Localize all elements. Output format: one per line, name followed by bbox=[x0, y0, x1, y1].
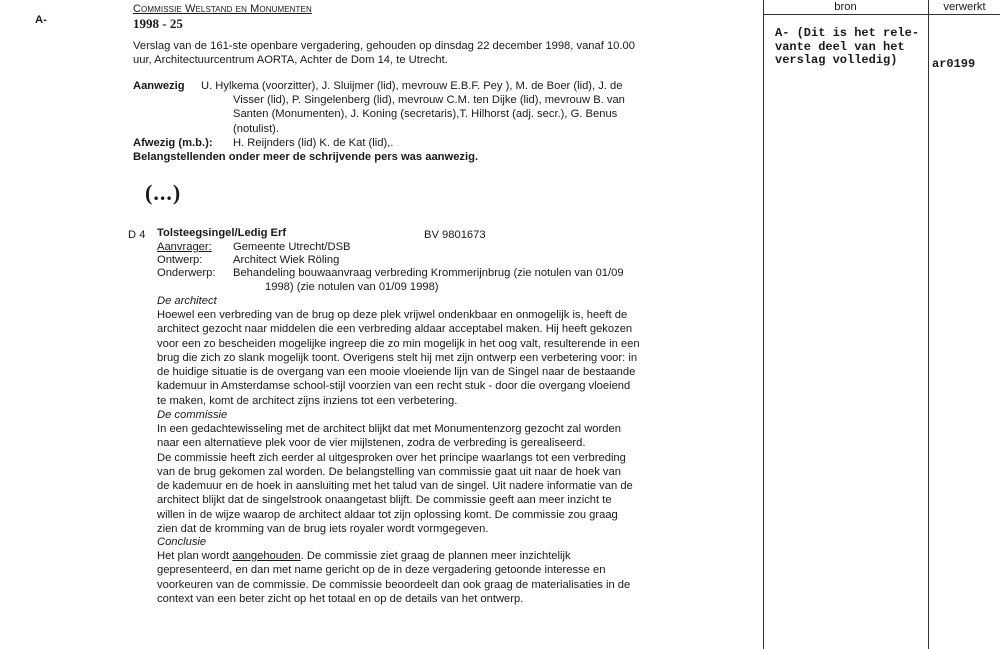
architect-line: Hoewel een verbreding van de brug op deze plek vrijwel ondenkbaar en onmogelijk is, heeft de bbox=[157, 309, 628, 321]
bron-line: A- (Dit is het rele- bbox=[775, 26, 920, 40]
verwerkt-code: ar0199 bbox=[932, 57, 976, 71]
report-intro bbox=[133, 39, 635, 68]
bron-note bbox=[775, 27, 919, 68]
bv-number: BV 9801673 bbox=[424, 229, 486, 241]
conclusion-line: voorkeuren van de commissie. De commissie beoordeelt dan ook graag de materialisaties in de bbox=[157, 578, 631, 591]
column-header-rule bbox=[763, 14, 1000, 15]
ellipsis-mark: (...) bbox=[145, 180, 182, 205]
architect-line: brug die zich zo slank mogelijk toont. Overigens stelt hij met zijn ontwerp een verbetering voor: in bbox=[157, 351, 638, 364]
conclusion-suffix: . De commissie ziet graag de plannen meer inzichtelijk bbox=[300, 550, 571, 562]
interested-line bbox=[133, 150, 478, 164]
conclusion-paragraph bbox=[157, 549, 630, 606]
architect-heading: De architect bbox=[157, 295, 217, 307]
present-line: Santen (Monumenten), J. Koning (secretaris),T. Hilhorst (adj. secr.), G. Benus bbox=[233, 108, 618, 121]
commission-line: naar een alternatieve plek voor de vier mijlstenen, zodra de verbreding is gerealiseerd. bbox=[157, 437, 586, 450]
architect-line: kademuur in Amsterdamse school-stijl voorzien van een recht stuk - door die overgang vloeiend bbox=[157, 380, 631, 393]
commission-heading: De commissie bbox=[157, 409, 228, 421]
commission-line: De commissie heeft zich eerder al uitgesproken over het principe waarlangs tot een verbreding bbox=[157, 451, 626, 464]
applicant-value: Gemeente Utrecht/DSB bbox=[233, 241, 351, 253]
present-label: Aanwezig bbox=[133, 80, 185, 92]
commission-title: Commissie Welstand en Monumenten bbox=[133, 3, 312, 15]
conclusion-heading: Conclusie bbox=[157, 536, 207, 548]
applicant-label: Aanvrager: bbox=[157, 241, 212, 253]
item-title: Tolsteegsingel/Ledig Erf bbox=[157, 227, 287, 239]
bron-line: vante deel van het bbox=[775, 39, 905, 54]
architect-line: architect gezocht naar middelen die een verbreding aldaar acceptabel maken. Hij heeft gekozen bbox=[157, 323, 633, 336]
commission-line: de kademuur en de hoek in aansluiting met het talud van de singel. Uit nadere informatie van de bbox=[157, 480, 633, 493]
subject-line: Behandeling bouwaanvraag verbreding Krommerijnbrug (zie notulen van 01/09 bbox=[233, 267, 624, 279]
report-line: uur, Architectuurcentrum AORTA, Achter de Dom 14, te Utrecht. bbox=[133, 54, 448, 67]
conclusion-decision: aangehouden bbox=[232, 550, 301, 562]
commission-line: zien dat de kromming van de brug iets royaler wordt vormgegeven. bbox=[157, 523, 489, 536]
present-list bbox=[201, 79, 623, 93]
bron-line: verslag volledig) bbox=[775, 53, 898, 67]
column-header-bron: bron bbox=[834, 1, 857, 13]
present-line: Visser (lid), P. Singelenberg (lid), mevrouw C.M. ten Dijke (lid), mevrouw B. van bbox=[233, 94, 625, 106]
column-divider-right bbox=[928, 0, 929, 649]
subject-line: 1998) (zie notulen van 01/09 1998) bbox=[265, 281, 439, 294]
report-line: Verslag van de 161-ste openbare vergadering, gehouden op dinsdag 22 december 1998, vanaf 10.00 bbox=[133, 40, 635, 52]
conclusion-line: context van een beter zicht op het totaal en op de details van het ontwerp. bbox=[157, 592, 524, 605]
conclusion-prefix: Het plan wordt bbox=[157, 550, 233, 562]
report-number: 1998 - 25 bbox=[133, 16, 183, 31]
conclusion-first-line bbox=[157, 549, 630, 563]
item-code: D 4 bbox=[128, 229, 146, 241]
absent-label: Afwezig (m.b.): bbox=[133, 137, 213, 149]
architect-line: de huidige situatie is de overgang van een mooie vloeiende lijn van de Singel naar de bestaande bbox=[157, 366, 636, 379]
commission-line: architect blijkt dat de singelstrook onaangetast blijft. De commissie geeft aan meer inzicht te bbox=[157, 494, 612, 507]
present-line: U. Hylkema (voorzitter), J. Sluijmer (lid), mevrouw E.B.F. Pey ), M. de Boer (lid), J. de bbox=[201, 80, 623, 92]
design-value: Architect Wiek Röling bbox=[233, 254, 340, 266]
commission-paragraph bbox=[157, 422, 633, 536]
architect-line: te maken, komt de architect zijns inziens tot een verbetering. bbox=[157, 394, 458, 407]
commission-line: van de brug gekomen zal worden. De belangstelling van commissie gaat uit naar de hoek van bbox=[157, 465, 621, 478]
present-list-cont bbox=[233, 93, 625, 136]
architect-line: voor een zo bescheiden mogelijke ingreep die zo min mogelijk in het oog valt, resulterende in een bbox=[157, 337, 640, 350]
commission-line: willen in de wijze waarop de architect aldaar tot zijn oplossing komt. De commissie zou graag bbox=[157, 508, 618, 521]
commission-line: In een gedachtewisseling met de architect blijkt dat met Monumentenzorg gezocht zal worden bbox=[157, 423, 621, 435]
margin-mark: A- bbox=[35, 14, 47, 26]
subject-label: Onderwerp: bbox=[157, 267, 216, 279]
conclusion-line: gepresenteerd, en dan met name gericht op de in deze vergadering getoonde interesse en bbox=[157, 564, 606, 577]
column-header-verwerkt: verwerkt bbox=[943, 1, 986, 13]
interested-text: Belangstellenden onder meer de schrijvende pers was aanwezig. bbox=[133, 151, 479, 163]
subject-value bbox=[233, 266, 624, 295]
architect-paragraph bbox=[157, 308, 640, 408]
absent-value: H. Reijnders (lid) K. de Kat (lid),. bbox=[233, 137, 394, 149]
column-divider-left bbox=[763, 0, 764, 649]
present-line: (notulist). bbox=[233, 122, 280, 135]
design-label: Ontwerp: bbox=[157, 254, 203, 266]
